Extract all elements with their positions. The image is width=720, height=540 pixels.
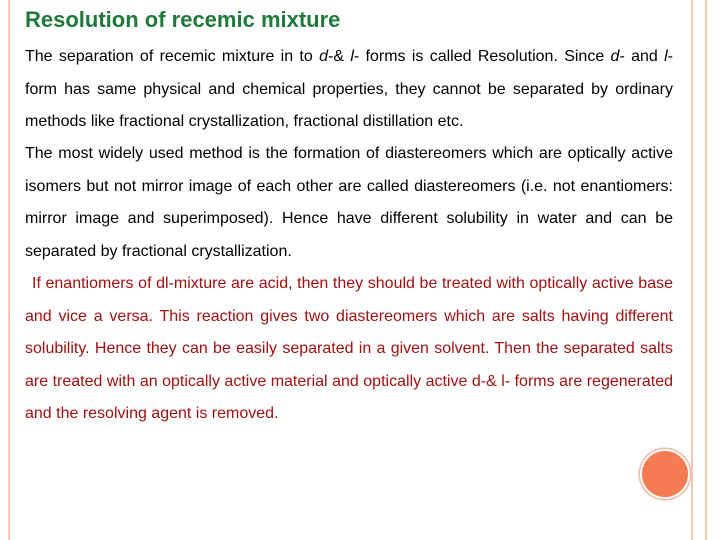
paragraph-1-run: -form has same physical and chemical properties, they cannot be separated by ordinary methods like fractional crystallization, fractional distillation etc. (25, 48, 673, 131)
paragraph-diastereomers-method: The most widely used method is the formation of diastereomers which are optically active isomers but not mirror image of each other are called diastereomers (i.e. not enantiomers: mirror image and superimposed). Hence have different solubility in water and can be separated by fractional crystallization. (25, 145, 673, 260)
paragraph-resolution-definition (25, 41, 673, 139)
paragraph-1-run: l (664, 48, 668, 65)
decorative-circle (640, 449, 690, 499)
paragraph-1-run: - forms is called Resolution. Since (353, 48, 611, 65)
slide-frame-outer-line (705, 0, 707, 540)
paragraph-1-run: d (610, 48, 620, 65)
paragraph-1-run: d (319, 48, 328, 65)
paragraph-acid-base-treatment: If enantiomers of dl-mixture are acid, then they should be treated with optically active base and vice a versa. This reaction gives two diastereomers which are salts having different solubility. Hence they can be easily separated in a given solvent. Then the separated salts are treated with an optically active material and optically active d-& l- forms are regenerated and the resolving agent is removed. (25, 275, 673, 423)
paragraph-1-run: -& (328, 48, 351, 65)
paragraph-1-run: l (350, 48, 354, 65)
paragraph-1-run: The separation of recemic mixture in to (25, 48, 320, 65)
slide-title: Resolution of recemic mixture (25, 7, 341, 32)
paragraph-1-run: - and (619, 48, 665, 65)
